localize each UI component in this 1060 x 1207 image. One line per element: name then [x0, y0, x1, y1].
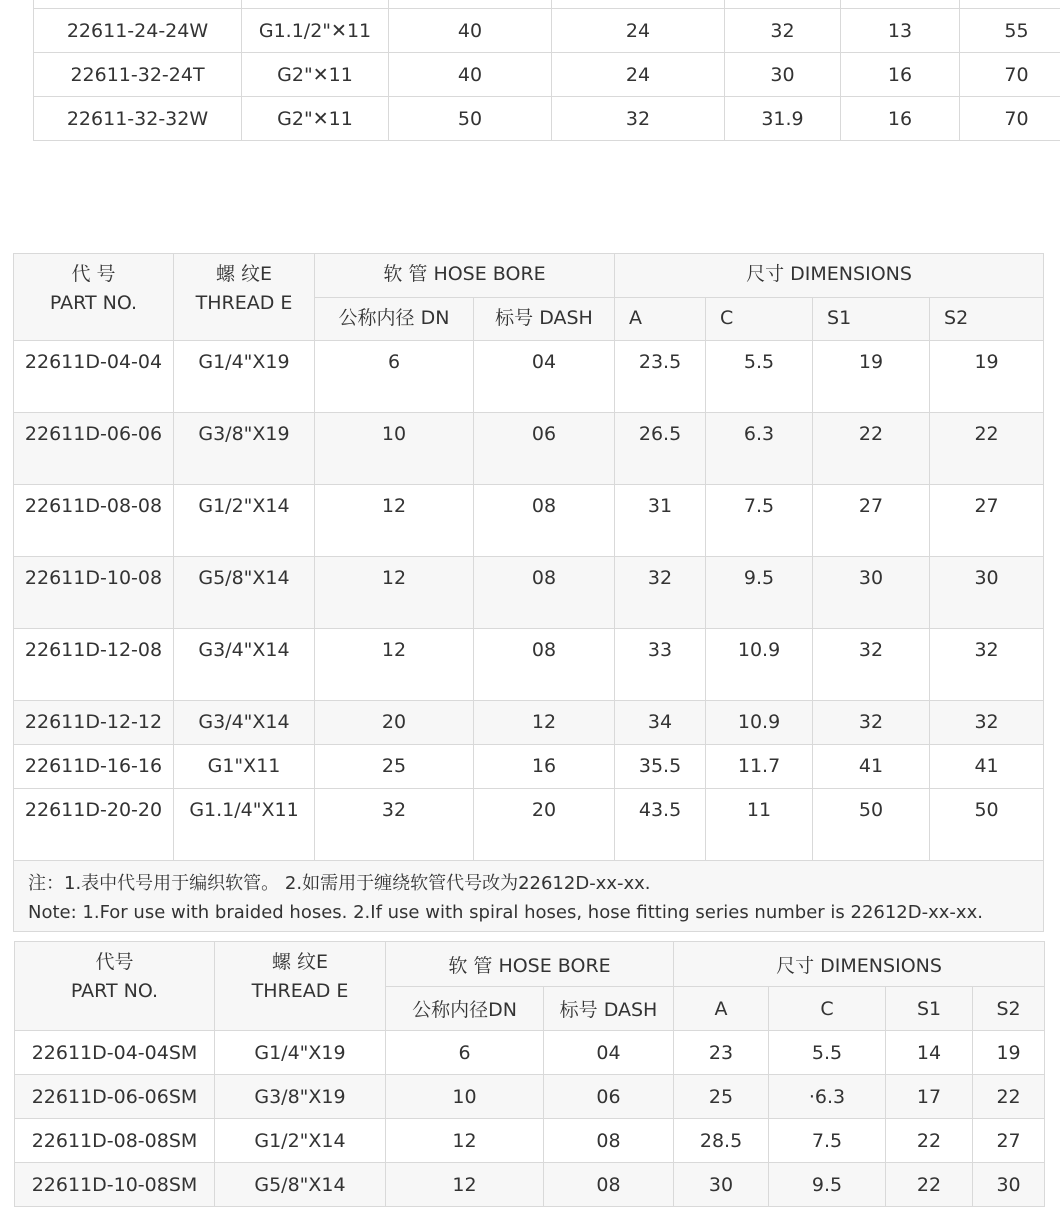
table-row — [34, 97, 1060, 141]
dn-cell: 25 — [315, 745, 474, 789]
s2-cell: 30 — [973, 1163, 1045, 1207]
a-cell: 26.5 — [615, 413, 706, 485]
s2-cell: 27 — [930, 485, 1044, 557]
table-row — [14, 341, 1044, 413]
dn-cell: 12 — [315, 629, 474, 701]
a-cell: 23.5 — [615, 341, 706, 413]
dn-cell: 12 — [315, 557, 474, 629]
dn-cell: 6 — [315, 341, 474, 413]
header-dimensions: 尺寸 DIMENSIONS — [674, 942, 1045, 987]
a-cell: 31 — [615, 485, 706, 557]
part-no-cell: 22611D-10-08 — [14, 557, 174, 629]
table-cell: 16 — [841, 97, 960, 141]
note-chinese: 注：1.表中代号用于编织软管。 2.如需用于缠绕软管代号改为22612D-xx-xx. — [28, 869, 1029, 898]
c-cell: 10.9 — [706, 701, 813, 745]
a-cell: 35.5 — [615, 745, 706, 789]
c-cell: 7.5 — [706, 485, 813, 557]
c-cell: 7.5 — [769, 1119, 886, 1163]
dash-cell: 08 — [474, 557, 615, 629]
table-row — [14, 789, 1044, 861]
table-cell: 55 — [960, 9, 1060, 53]
dn-cell: 10 — [315, 413, 474, 485]
c-cell: 5.5 — [769, 1031, 886, 1075]
table-row — [14, 485, 1044, 557]
s1-cell: 32 — [813, 629, 930, 701]
dash-cell: 08 — [544, 1163, 674, 1207]
dn-cell: 12 — [386, 1163, 544, 1207]
c-cell: 11.7 — [706, 745, 813, 789]
c-cell: 9.5 — [769, 1163, 886, 1207]
table-row — [14, 557, 1044, 629]
table-cell: 24 — [552, 53, 725, 97]
thread-cell: G3/8"X19 — [174, 413, 315, 485]
table-row — [14, 745, 1044, 789]
table-cell: 70 — [960, 53, 1060, 97]
table-cell: 13 — [841, 9, 960, 53]
header-s2: S2 — [973, 987, 1045, 1031]
dash-cell: 08 — [544, 1119, 674, 1163]
thread-cell: G3/4"X14 — [174, 629, 315, 701]
s2-cell: 19 — [973, 1031, 1045, 1075]
a-cell: 28.5 — [674, 1119, 769, 1163]
header-a: A — [674, 987, 769, 1031]
table-cell: 24 — [552, 9, 725, 53]
times-symbol: ✕ — [313, 108, 329, 130]
table-cell: 30 — [725, 53, 841, 97]
thread-cell: G1.1/4"X11 — [174, 789, 315, 861]
s2-cell: 32 — [930, 629, 1044, 701]
dash-cell: 04 — [474, 341, 615, 413]
a-cell: 23 — [674, 1031, 769, 1075]
a-cell: 32 — [615, 557, 706, 629]
table-row — [14, 413, 1044, 485]
part-no-cell: 22611D-20-20 — [14, 789, 174, 861]
dash-cell: 06 — [474, 413, 615, 485]
c-cell: 9.5 — [706, 557, 813, 629]
s2-cell: 41 — [930, 745, 1044, 789]
a-cell: 25 — [674, 1075, 769, 1119]
note-english: Note: 1.For use with braided hoses. 2.If use with spiral hoses, hose fitting series number is 22612D-xx-xx. — [28, 898, 1029, 927]
part-no-cell: 22611-32-32W — [34, 97, 242, 141]
header-s1: S1 — [813, 298, 930, 341]
c-cell: 6.3 — [706, 413, 813, 485]
table-cell: 70 — [960, 97, 1060, 141]
part-no-cell: 22611-24-24W — [34, 9, 242, 53]
part-no-cell: 22611D-06-06SM — [15, 1075, 215, 1119]
dash-cell: 12 — [474, 701, 615, 745]
thread-cell: G1"X11 — [174, 745, 315, 789]
dash-cell: 20 — [474, 789, 615, 861]
header-hose-bore: 软 管 HOSE BORE — [386, 942, 674, 987]
header-s1: S1 — [886, 987, 973, 1031]
a-cell: 34 — [615, 701, 706, 745]
a-cell: 33 — [615, 629, 706, 701]
dash-cell: 04 — [544, 1031, 674, 1075]
part-no-cell: 22611-32-24T — [34, 53, 242, 97]
spec-table-22611 — [33, 0, 1060, 141]
a-cell: 30 — [674, 1163, 769, 1207]
table-cell: 31.9 — [725, 97, 841, 141]
thread-cell: G3/8"X19 — [215, 1075, 386, 1119]
s1-cell: 50 — [813, 789, 930, 861]
table-header-row — [14, 254, 1044, 298]
header-part-no: 代 号 PART NO. — [14, 254, 174, 341]
thread-cell: G1/4"X19 — [174, 341, 315, 413]
table-row — [15, 1119, 1045, 1163]
s2-cell: 22 — [930, 413, 1044, 485]
s1-cell: 19 — [813, 341, 930, 413]
dash-cell: 16 — [474, 745, 615, 789]
spec-table-22611d — [13, 253, 1044, 932]
header-s2: S2 — [930, 298, 1044, 341]
header-c: C — [769, 987, 886, 1031]
s2-cell: 27 — [973, 1119, 1045, 1163]
dn-cell: 6 — [386, 1031, 544, 1075]
thread-cell: G1/4"X19 — [215, 1031, 386, 1075]
header-dash: 标号 DASH — [474, 298, 615, 341]
s1-cell: 22 — [886, 1163, 973, 1207]
thread-cell: G1/2"X14 — [215, 1119, 386, 1163]
table-note — [14, 861, 1044, 932]
c-cell: 11 — [706, 789, 813, 861]
dn-cell: 20 — [315, 701, 474, 745]
dn-cell: 12 — [386, 1119, 544, 1163]
thread-cell: G5/8"X14 — [174, 557, 315, 629]
s2-cell: 19 — [930, 341, 1044, 413]
dash-cell: 08 — [474, 485, 615, 557]
header-part-no: 代号 PART NO. — [15, 942, 215, 1031]
table-cell: 50 — [389, 97, 552, 141]
thread-cell: G1.1/2"✕11 — [242, 9, 389, 53]
s2-cell: 50 — [930, 789, 1044, 861]
s1-cell: 22 — [886, 1119, 973, 1163]
header-dash: 标号 DASH — [544, 987, 674, 1031]
header-dimensions: 尺寸 DIMENSIONS — [615, 254, 1044, 298]
s1-cell: 22 — [813, 413, 930, 485]
thread-cell: G3/4"X14 — [174, 701, 315, 745]
part-no-cell: 22611D-08-08 — [14, 485, 174, 557]
s2-cell: 32 — [930, 701, 1044, 745]
part-no-cell: 22611D-04-04SM — [15, 1031, 215, 1075]
s1-cell: 41 — [813, 745, 930, 789]
thread-cell: G2"✕11 — [242, 97, 389, 141]
part-no-cell: 22611D-12-08 — [14, 629, 174, 701]
table-row — [15, 1075, 1045, 1119]
table-row — [14, 701, 1044, 745]
table-cell: 32 — [552, 97, 725, 141]
header-thread: 螺 纹E THREAD E — [174, 254, 315, 341]
c-cell: 10.9 — [706, 629, 813, 701]
table-header-row — [15, 942, 1045, 987]
a-cell: 43.5 — [615, 789, 706, 861]
times-symbol: ✕ — [313, 64, 329, 86]
table-row — [34, 9, 1060, 53]
spec-table-22611d-sm — [14, 941, 1045, 1207]
table-row — [15, 1163, 1045, 1207]
c-cell: ·6.3 — [769, 1075, 886, 1119]
part-no-cell: 22611D-08-08SM — [15, 1119, 215, 1163]
table-cell: 40 — [389, 9, 552, 53]
s1-cell: 14 — [886, 1031, 973, 1075]
s1-cell: 32 — [813, 701, 930, 745]
part-no-cell: 22611D-12-12 — [14, 701, 174, 745]
table-cell: 32 — [725, 9, 841, 53]
part-no-cell: 22611D-04-04 — [14, 341, 174, 413]
part-no-cell: 22611D-10-08SM — [15, 1163, 215, 1207]
header-c: C — [706, 298, 813, 341]
thread-cell: G5/8"X14 — [215, 1163, 386, 1207]
header-thread: 螺 纹E THREAD E — [215, 942, 386, 1031]
s1-cell: 30 — [813, 557, 930, 629]
table-cell: 40 — [389, 53, 552, 97]
s2-cell: 22 — [973, 1075, 1045, 1119]
header-hose-bore: 软 管 HOSE BORE — [315, 254, 615, 298]
table-row — [15, 1031, 1045, 1075]
table-cell: 16 — [841, 53, 960, 97]
part-no-cell: 22611D-16-16 — [14, 745, 174, 789]
c-cell: 5.5 — [706, 341, 813, 413]
header-dn: 公称内径DN — [386, 987, 544, 1031]
dn-cell: 32 — [315, 789, 474, 861]
thread-cell: G1/2"X14 — [174, 485, 315, 557]
dash-cell: 06 — [544, 1075, 674, 1119]
s2-cell: 30 — [930, 557, 1044, 629]
table-row — [14, 629, 1044, 701]
dn-cell: 10 — [386, 1075, 544, 1119]
s1-cell: 17 — [886, 1075, 973, 1119]
table-row — [34, 0, 1060, 9]
header-dn: 公称内径 DN — [315, 298, 474, 341]
thread-cell: G2"✕11 — [242, 53, 389, 97]
table-row — [34, 53, 1060, 97]
part-no-cell: 22611D-06-06 — [14, 413, 174, 485]
times-symbol: ✕ — [331, 20, 347, 42]
header-a: A — [615, 298, 706, 341]
dash-cell: 08 — [474, 629, 615, 701]
table-note-row — [14, 861, 1044, 932]
dn-cell: 12 — [315, 485, 474, 557]
s1-cell: 27 — [813, 485, 930, 557]
